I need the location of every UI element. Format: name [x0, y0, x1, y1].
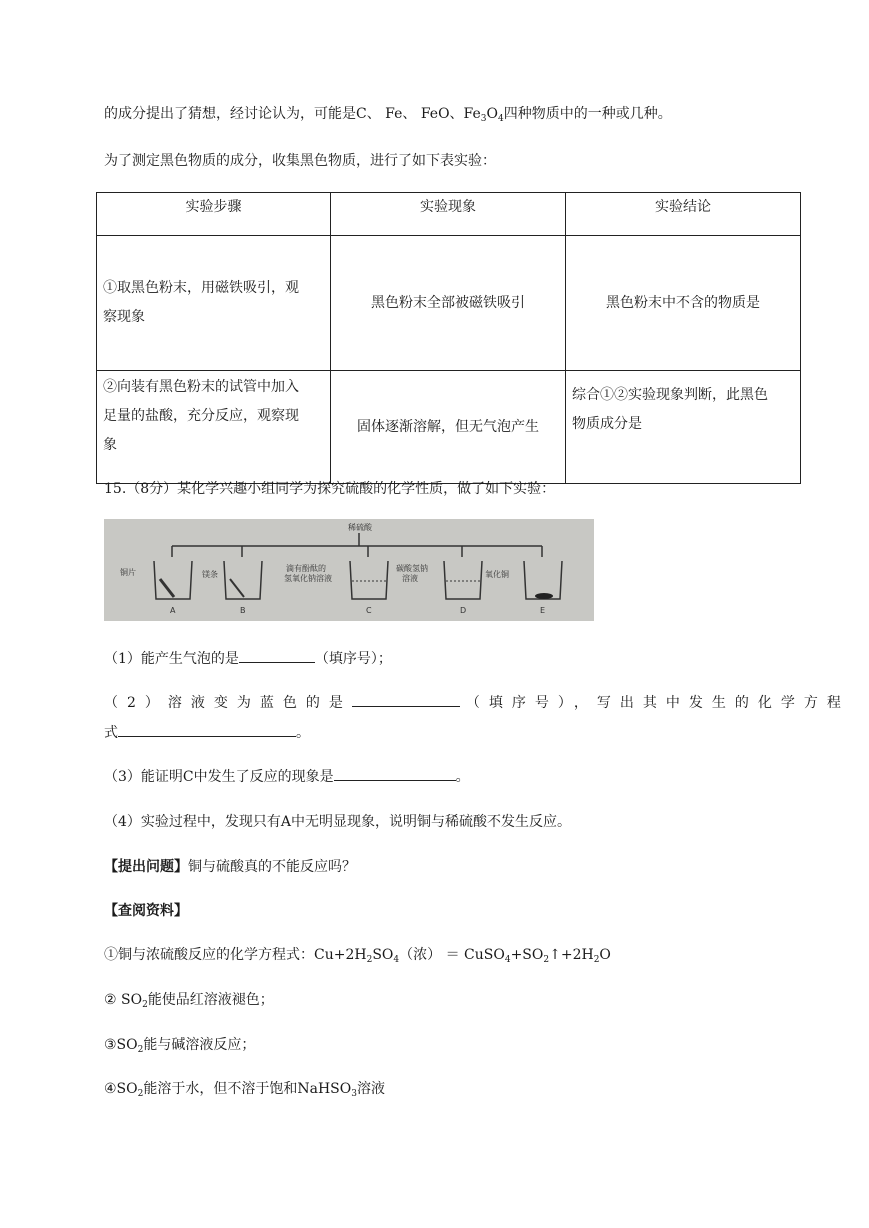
ref-4	[104, 1078, 385, 1098]
label-naoh: 氢氧化钠溶液	[284, 574, 332, 583]
subscript: 2	[137, 1045, 144, 1055]
ref-text: （浓） ＝ CuSO	[399, 947, 505, 963]
subscript: 2	[593, 955, 600, 965]
table-row	[97, 236, 801, 371]
ref-2	[104, 989, 274, 1009]
label-cuo: 氧化铜	[485, 570, 509, 579]
letter-a: A	[170, 606, 176, 615]
question-2-cont	[104, 722, 310, 742]
acid-label: 稀硫酸	[348, 523, 372, 532]
beakers-diagram	[104, 519, 594, 621]
question-text: 。	[296, 725, 310, 741]
raise-question	[104, 856, 356, 876]
question-2	[104, 692, 850, 712]
letter-b: B	[240, 606, 246, 615]
table-header-row	[97, 193, 801, 236]
step-text: 足量的盐酸，充分反应，观察现	[103, 408, 299, 424]
subscript: 4	[393, 955, 400, 965]
intro-text: 的成分提出了猜想，经讨论认为，可能是C、 Fe、 FeO、Fe	[104, 106, 481, 122]
label-solution: 溶液	[402, 574, 418, 583]
subscript: 3	[480, 114, 487, 124]
conclusion-text: 物质成分是	[572, 416, 642, 432]
phenomenon-cell: 黑色粉末全部被磁铁吸引	[331, 236, 566, 371]
experiment-figure	[104, 519, 594, 621]
ref-1	[104, 944, 611, 964]
subscript: 2	[137, 1089, 144, 1099]
question-text: （3）能证明C中发生了反应的现象是	[104, 769, 334, 785]
header-step: 实验步骤	[97, 193, 331, 236]
subscript: 4	[504, 955, 511, 965]
question-1	[104, 648, 392, 668]
question-text: （1）能产生气泡的是	[104, 651, 239, 667]
ref-text: ③SO	[104, 1037, 138, 1053]
header-conclusion: 实验结论	[566, 193, 801, 236]
experiment-table	[96, 192, 801, 484]
copper-strip	[160, 579, 174, 597]
intro-line-1	[104, 103, 672, 123]
ref-text: +SO	[510, 947, 544, 963]
question-text: 式	[104, 725, 118, 741]
label-phenolphthalein: 滴有酚酞的	[286, 564, 326, 573]
beaker-c	[350, 561, 388, 599]
ref-3	[104, 1034, 255, 1054]
question-4: （4）实验过程中，发现只有A中无明显现象，说明铜与稀硫酸不发生反应。	[104, 814, 572, 830]
step-cell	[97, 236, 331, 371]
letter-e: E	[540, 606, 546, 615]
step-text: 象	[103, 437, 117, 453]
ref-text: 能使品红溶液褪色；	[147, 992, 274, 1008]
ref-text: 溶液	[356, 1081, 385, 1097]
step-text: ①取黑色粉末，用磁铁吸引，观	[103, 280, 299, 296]
step-text: 察现象	[103, 309, 145, 325]
question-text: （填序号），写出其中发生的化学方程	[465, 695, 850, 711]
ref-text: ④SO	[104, 1081, 138, 1097]
answer-blank[interactable]	[334, 766, 456, 781]
ref-text: ↑+2H	[549, 947, 594, 963]
letter-d: D	[460, 606, 467, 615]
answer-blank[interactable]	[352, 692, 460, 707]
step-cell	[97, 371, 331, 484]
subscript: 2	[543, 955, 550, 965]
subscript: 4	[498, 114, 504, 124]
copper-oxide-powder	[535, 593, 553, 599]
conclusion-cell	[566, 371, 801, 484]
ref-text: ② SO	[104, 992, 143, 1008]
conclusion-cell: 黑色粉末中不含的物质是	[566, 236, 801, 371]
header-phenomenon: 实验现象	[331, 193, 566, 236]
question-text: 。	[455, 769, 470, 785]
intro-text: O	[486, 106, 499, 122]
step-text: ②向装有黑色粉末的试管中加入	[103, 379, 299, 395]
subscript: 2	[366, 955, 373, 965]
magnesium-strip	[230, 579, 244, 597]
ref-text: 能溶于水，但不溶于饱和NaHSO	[143, 1081, 352, 1097]
question-15-title: 15.（8分）某化学兴趣小组同学为探究硫酸的化学性质，做了如下实验：	[104, 481, 556, 497]
subscript: 2	[142, 1000, 148, 1010]
intro-text: 四种物质中的一种或几种。	[503, 106, 672, 122]
question-3	[104, 766, 470, 786]
table-row	[97, 371, 801, 484]
ref-text: 能与碱溶液反应；	[143, 1037, 256, 1053]
ref-text: SO	[372, 947, 394, 963]
label-copper: 铜片	[120, 568, 136, 577]
label-magnesium: 镁条	[202, 570, 218, 579]
label-nahco3: 碳酸氢钠	[396, 564, 428, 573]
subscript: 3	[351, 1089, 357, 1099]
raise-text: 铜与硫酸真的不能反应吗？	[188, 859, 356, 875]
ref-text: O	[599, 947, 611, 963]
answer-blank[interactable]	[118, 722, 296, 737]
conclusion-text: 综合①②实验现象判断，此黑色	[572, 387, 768, 403]
beaker-d	[444, 561, 482, 599]
raise-heading: 【提出问题】	[104, 859, 188, 875]
answer-blank[interactable]	[239, 648, 315, 663]
ref-text: ①铜与浓硫酸反应的化学方程式：Cu+2H	[104, 947, 367, 963]
intro-line-2: 为了测定黑色物质的成分，收集黑色物质，进行了如下表实验：	[104, 153, 496, 169]
question-text: （填序号）；	[314, 651, 392, 667]
letter-c: C	[366, 606, 372, 615]
refs-heading: 【查阅资料】	[104, 903, 188, 919]
question-text: （2）溶液变为蓝色的是	[104, 695, 352, 711]
phenomenon-cell: 固体逐渐溶解，但无气泡产生	[331, 371, 566, 484]
